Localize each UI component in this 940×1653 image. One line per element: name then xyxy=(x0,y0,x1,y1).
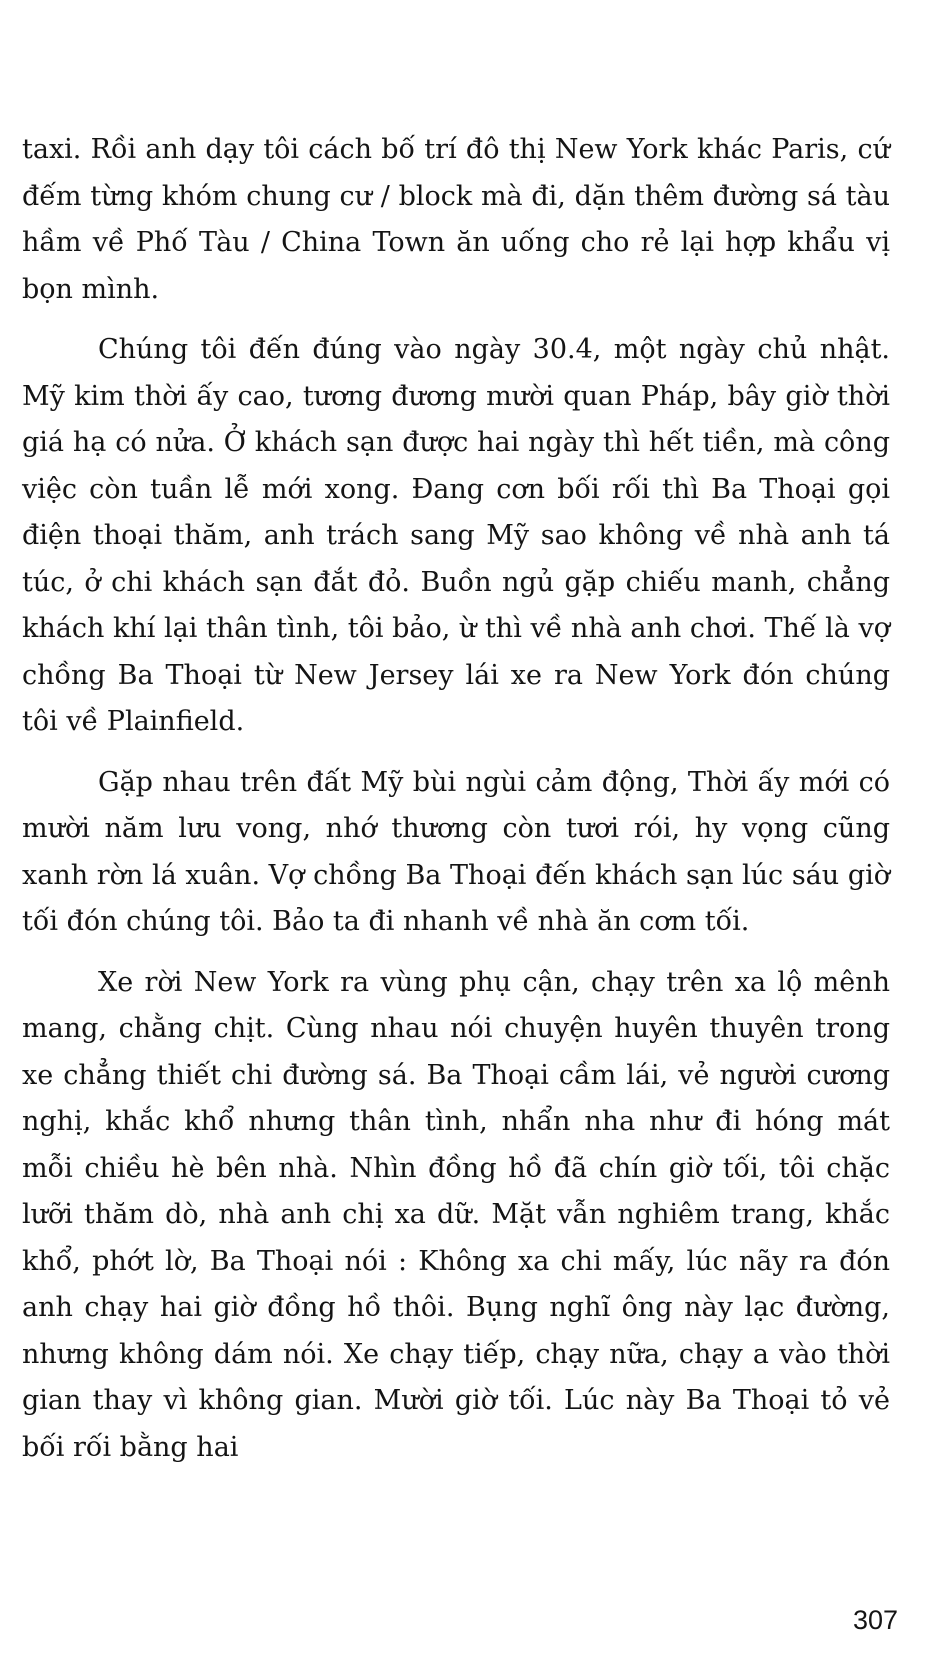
paragraph-1: taxi. Rồi anh dạy tôi cách bố trí đô thị New York khác Paris, cứ đếm từng khóm chung cư / block mà đi, dặn thêm đường sá tàu hầm về Phố Tàu / China Town ăn uống cho rẻ lại hợp khẩu vị bọn mình. xyxy=(22,134,890,305)
body-text xyxy=(22,127,890,1471)
page-number: 307 xyxy=(852,1605,898,1635)
paragraph-3: Gặp nhau trên đất Mỹ bùi ngùi cảm động, Thời ấy mới có mười năm lưu vong, nhớ thương còn tươi rói, hy vọng cũng xanh rờn lá xuân. Vợ chồng Ba Thoại đến khách sạn lúc sáu giờ tối đón chúng tôi. Bảo ta đi nhanh về nhà ăn cơm tối. xyxy=(22,766,890,937)
paragraph-4: Xe rời New York ra vùng phụ cận, chạy trên xa lộ mênh mang, chằng chịt. Cùng nhau nói chuyện huyên thuyên trong xe chẳng thiết chi đường sá. Ba Thoại cầm lái, vẻ người cương nghị, khắc khổ nhưng thân tình, nhẩn nha như đi hóng mát mỗi chiều hè bên nhà. Nhìn đồng hồ đã chín giờ tối, tôi chặc lưỡi thăm dò, nhà anh chị xa dữ. Mặt vẫn nghiêm trang, khắc khổ, phớt lờ, Ba Thoại nói : Không xa chi mấy, lúc nãy ra đón anh chạy hai giờ đồng hồ thôi. Bụng nghĩ ông này lạc đường, nhưng không dám nói. Xe chạy tiếp, chạy nữa, chạy a vào thời gian thay vì không gian. Mười giờ tối. Lúc này Ba Thoại tỏ vẻ bối rối bằng hai xyxy=(22,966,890,1463)
paragraph-2: Chúng tôi đến đúng vào ngày 30.4, một ngày chủ nhật. Mỹ kim thời ấy cao, tương đương mười quan Pháp, bây giờ thời giá hạ có nửa. Ở khách sạn được hai ngày thì hết tiền, mà công việc còn tuần lễ mới xong. Đang cơn bối rối thì Ba Thoại gọi điện thoại thăm, anh trách sang Mỹ sao không về nhà anh tá túc, ở chi khách sạn đắt đỏ. Buồn ngủ gặp chiếu manh, chẳng khách khí lại thân tình, tôi bảo, ừ thì về nhà anh chơi. Thế là vợ chồng Ba Thoại từ New Jersey lái xe ra New York đón chúng tôi về Plainfield. xyxy=(22,334,890,737)
